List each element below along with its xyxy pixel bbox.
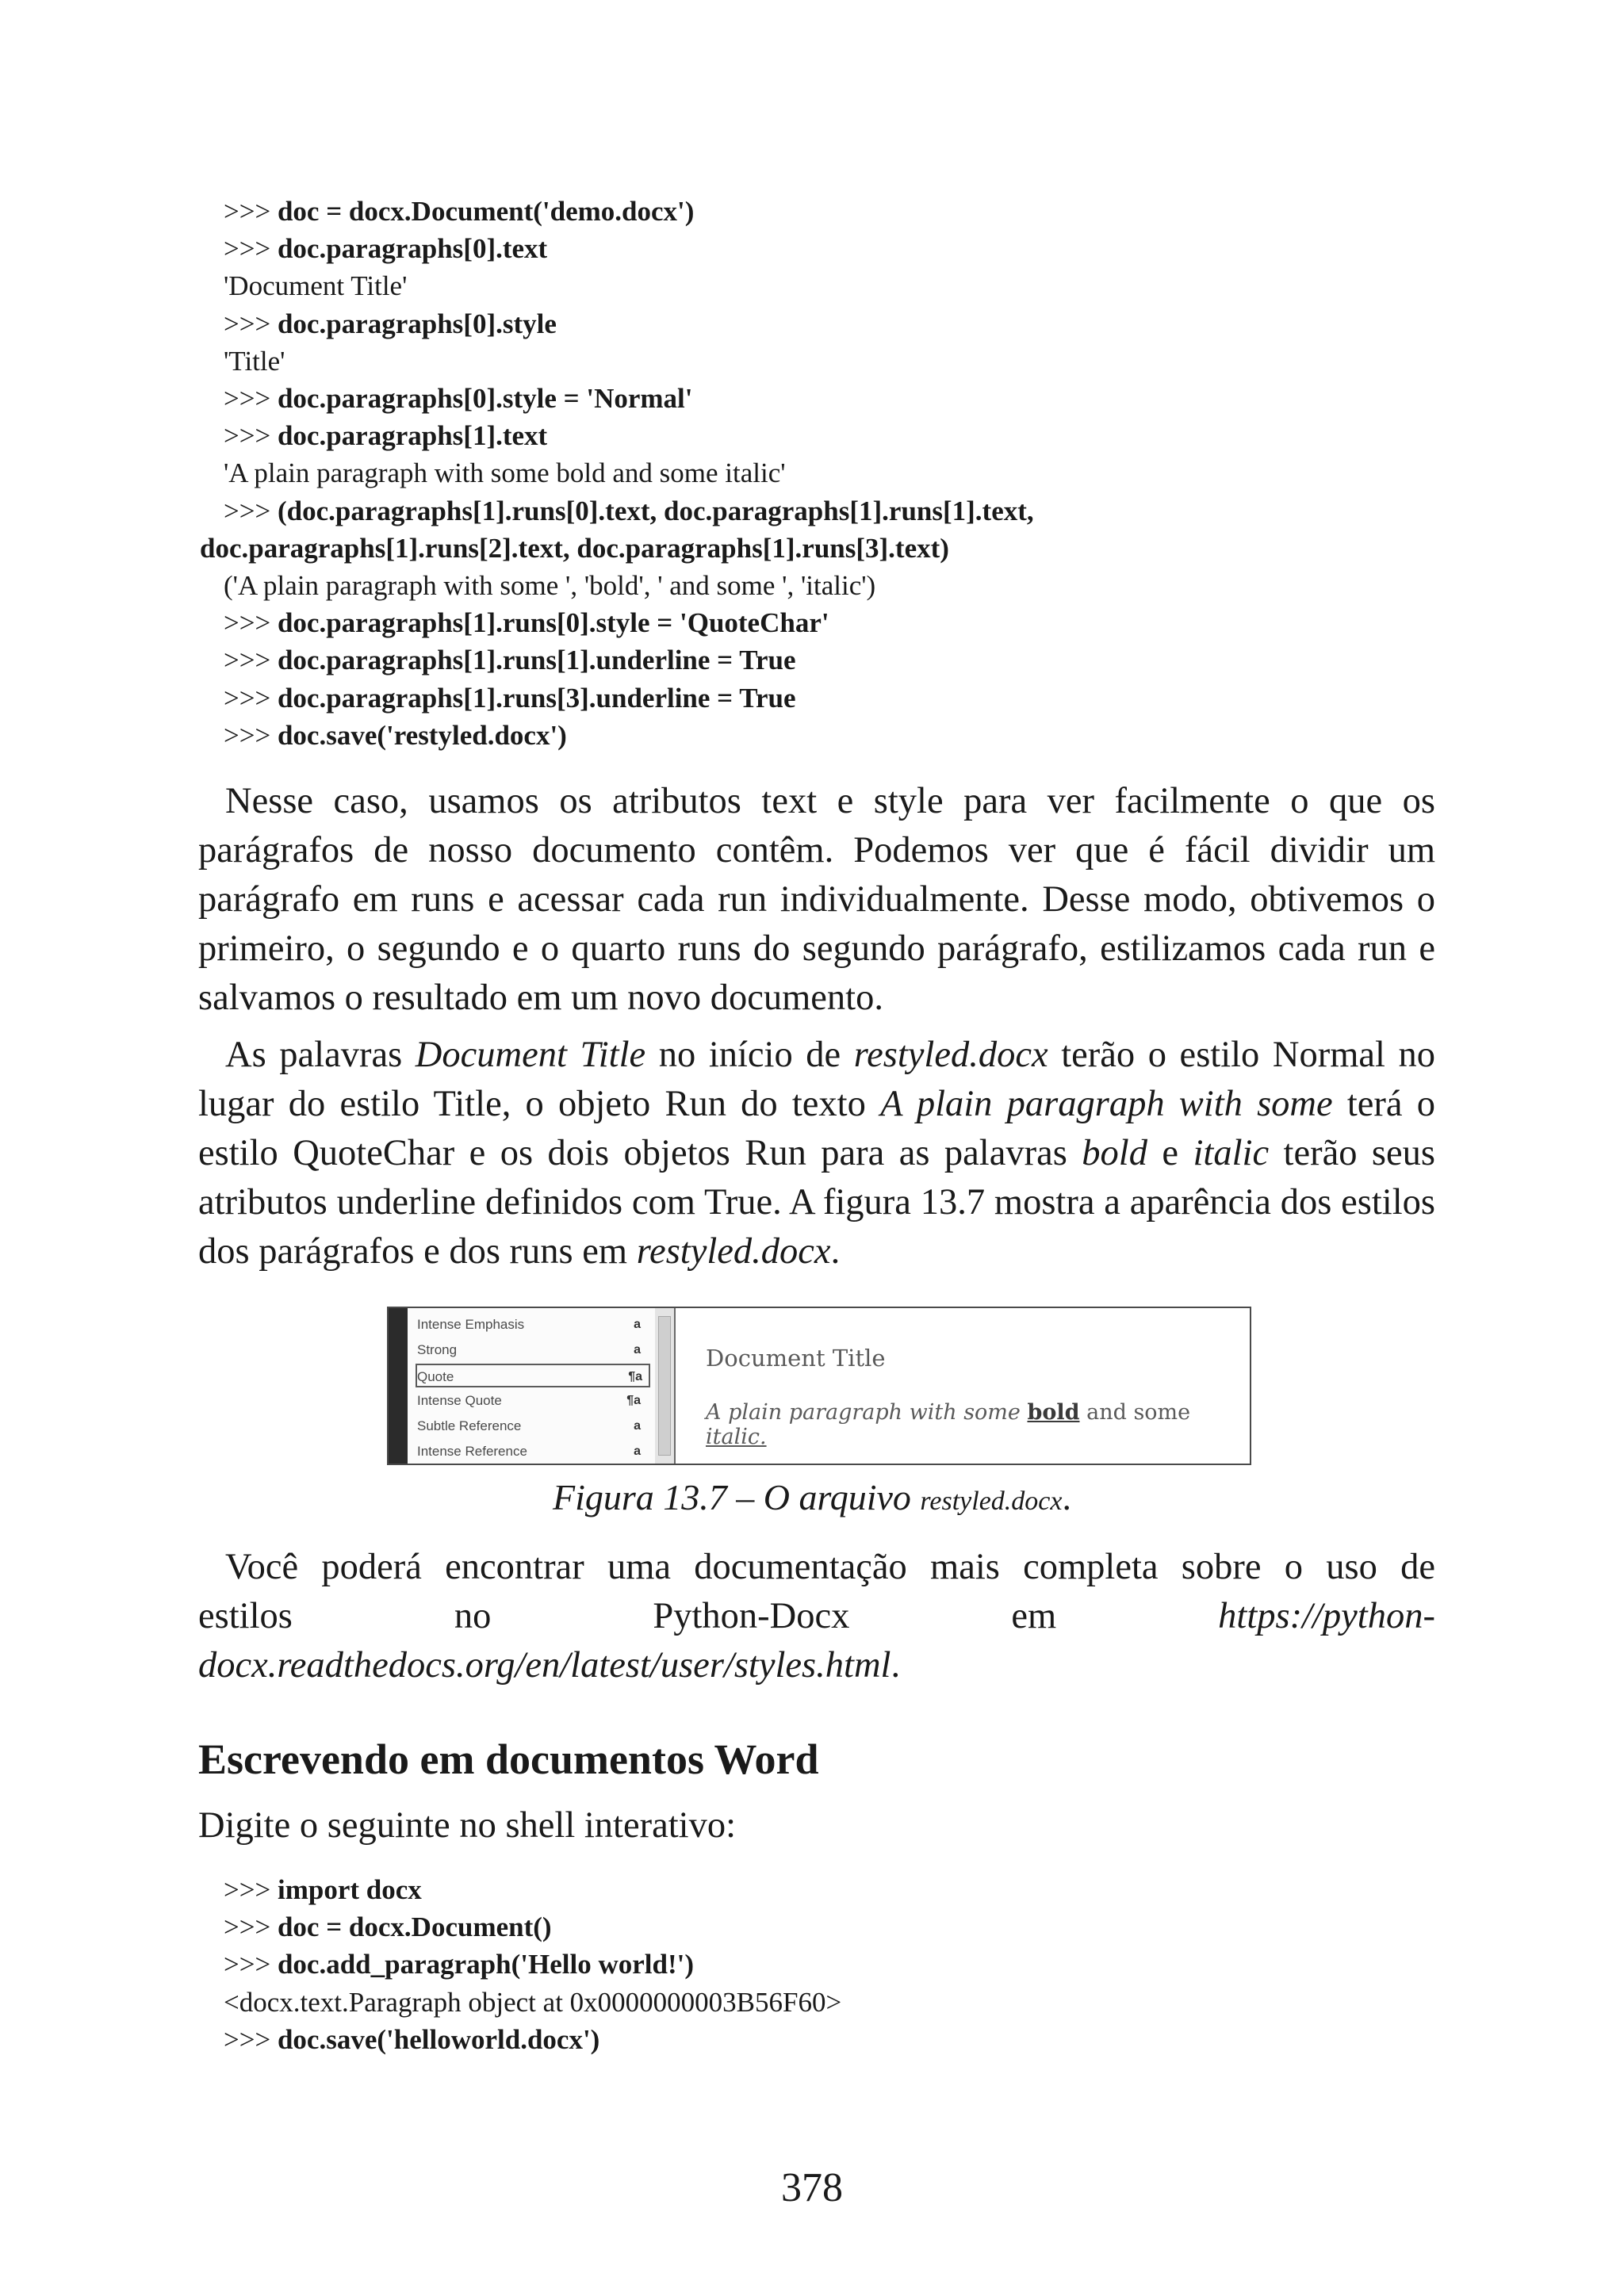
code-input: doc.paragraphs[1].runs[3].underline = True — [277, 682, 796, 714]
code-line — [224, 679, 1461, 717]
prompt: >>> — [224, 607, 278, 639]
prompt: >>> — [224, 1874, 278, 1905]
fig-italic-run: italic. — [706, 1425, 767, 1449]
prompt: >>> — [224, 2023, 278, 2055]
style-list-item[interactable] — [417, 1440, 647, 1464]
caption-end: . — [1062, 1477, 1071, 1517]
p3-line-1 — [198, 1543, 1435, 1592]
code-input: (doc.paragraphs[1].runs[0].text, doc.paragraphs[1].runs[1].text, — [277, 495, 1034, 526]
section-heading: Escrevendo em documentos Word — [198, 1735, 819, 1783]
style-type-icon: a — [634, 1343, 641, 1357]
prompt: >>> — [224, 719, 278, 751]
code-input: doc.paragraphs[0].style = 'Normal' — [277, 383, 693, 415]
code-line — [224, 267, 1461, 304]
caption-filename: restyled.docx — [920, 1487, 1063, 1516]
code-output: ('A plain paragraph with some ', 'bold', ' and some ', 'italic') — [224, 570, 876, 602]
code-line — [224, 380, 1461, 417]
prompt: >>> — [224, 495, 278, 526]
code-line — [224, 193, 1461, 230]
code-line — [224, 454, 1461, 492]
code-output: 'Title' — [224, 345, 285, 377]
p2-text-3: terão o estilo Normal no lugar do estilo Title, o objeto Run do texto — [198, 1035, 1436, 1124]
p2-italic-5: italic — [1193, 1133, 1270, 1173]
p2-text-1: As palavras — [225, 1035, 416, 1075]
styles-pane — [389, 1308, 676, 1464]
prompt: >>> — [224, 420, 278, 452]
code-line — [224, 1984, 1461, 2021]
p2-italic-6: restyled.docx — [636, 1231, 831, 1272]
page-number: 378 — [781, 2165, 843, 2210]
prompt: >>> — [224, 645, 278, 676]
style-type-icon: a — [634, 1445, 641, 1458]
code-input: doc.paragraphs[1].text — [277, 420, 548, 452]
p3-link-part-1[interactable]: https://python- — [1218, 1596, 1435, 1636]
code-output: <docx.text.Paragraph object at 0x0000000003B56F60> — [224, 1986, 842, 2018]
style-list-item[interactable] — [417, 1338, 647, 1362]
style-name: Intense Quote — [417, 1393, 502, 1408]
figure-document-paragraph — [706, 1400, 1250, 1449]
prompt: >>> — [224, 308, 278, 339]
style-list-item[interactable] — [417, 1389, 647, 1413]
code-input: doc.paragraphs[1].runs[0].style = 'QuoteChar' — [277, 607, 829, 639]
figure-restyled-docx — [387, 1307, 1251, 1465]
p3-line-2 — [198, 1592, 1435, 1641]
style-list-item[interactable] — [416, 1364, 650, 1387]
code-output: 'A plain paragraph with some bold and some italic' — [224, 457, 786, 489]
style-list-item[interactable] — [417, 1414, 647, 1438]
code-input: doc = docx.Document('demo.docx') — [277, 196, 695, 227]
fig-quote-run: A plain paragraph with some — [706, 1400, 1028, 1425]
caption-text: Figura 13.7 – O arquivo — [553, 1477, 921, 1517]
code-block-2 — [224, 1871, 1461, 2058]
code-line — [224, 604, 1461, 641]
code-input: doc.save('restyled.docx') — [277, 719, 567, 751]
style-name: Quote — [417, 1369, 454, 1384]
style-name: Subtle Reference — [417, 1418, 522, 1433]
paragraph-2 — [198, 1031, 1435, 1276]
p2-text-4: terá o estilo QuoteChar e os dois objetos Run para as palavras — [198, 1084, 1435, 1173]
paragraph-1 — [198, 777, 1435, 1023]
code-input: doc.paragraphs[1].runs[1].underline = True — [277, 645, 796, 676]
p2-italic-4: bold — [1082, 1133, 1147, 1173]
p3-link-part-2[interactable]: docx.readthedocs.org/en/latest/user/styles.html — [198, 1645, 891, 1686]
code-line — [224, 641, 1461, 679]
paragraph-1-text: Nesse caso, usamos os atributos text e style para ver facilmente o que os parágrafos de nosso documento contêm. Podemos ver que é fácil dividir um parágrafo em runs e acessar cada run individualmente. Desse modo, obtivemos o primeiro, o segundo e o quarto runs do segundo parágrafo, estilizamos cada run e salvamos o resultado em um novo documento. — [198, 781, 1435, 1018]
p2-italic-3: A plain paragraph with some — [880, 1084, 1333, 1124]
figure-document-title: Document Title — [706, 1345, 886, 1372]
styles-scrollbar — [655, 1308, 674, 1464]
code-input: doc.paragraphs[0].text — [277, 233, 548, 265]
style-name: Intense Reference — [417, 1444, 527, 1459]
prompt: >>> — [224, 233, 278, 265]
p3-word-3: Python-Docx — [653, 1596, 850, 1636]
code-line — [224, 230, 1461, 267]
intro-text: Digite o seguinte no shell interativo: — [198, 1805, 736, 1846]
fig-mid-run: and some — [1079, 1400, 1191, 1425]
code-line — [224, 717, 1461, 754]
p3-word-4: em — [1011, 1596, 1057, 1636]
code-input: doc.paragraphs[1].runs[2].text, doc.paragraphs[1].runs[3].text) — [200, 532, 949, 564]
code-input: doc.save('helloworld.docx') — [277, 2023, 600, 2055]
prompt: >>> — [224, 383, 278, 415]
fig-bold-run: bold — [1027, 1400, 1080, 1425]
style-type-icon: ¶a — [626, 1394, 641, 1407]
code-input: doc.paragraphs[0].style — [277, 308, 557, 339]
p3-line-1-text: Você poderá encontrar uma documentação mais completa sobre o uso de — [225, 1547, 1435, 1587]
code-line — [224, 2021, 1461, 2058]
paragraph-3 — [198, 1543, 1435, 1690]
figure-caption — [0, 1476, 1624, 1518]
code-block-1 — [200, 193, 1461, 754]
code-line — [224, 305, 1461, 342]
code-input: doc = docx.Document() — [277, 1911, 552, 1943]
p3-line-3 — [198, 1641, 1435, 1690]
code-line — [224, 342, 1461, 380]
p2-italic-1: Document Title — [415, 1035, 646, 1075]
code-input: import docx — [277, 1874, 422, 1905]
style-type-icon: a — [634, 1419, 641, 1433]
code-line — [224, 567, 1461, 604]
style-type-icon: a — [634, 1318, 641, 1331]
style-type-icon: ¶a — [628, 1370, 642, 1383]
style-name: Strong — [417, 1342, 458, 1357]
style-name: Intense Emphasis — [417, 1317, 525, 1332]
p3-word-2: no — [454, 1596, 492, 1636]
code-line — [224, 492, 1461, 530]
p2-text-2: no início de — [645, 1035, 854, 1075]
styles-pane-border — [389, 1308, 408, 1464]
scrollbar-thumb — [658, 1316, 671, 1456]
code-input: doc.add_paragraph('Hello world!') — [277, 1949, 694, 1980]
prompt: >>> — [224, 682, 278, 714]
code-line — [224, 1908, 1461, 1946]
p2-text-5: e — [1147, 1133, 1193, 1173]
code-line — [224, 417, 1461, 454]
prompt: >>> — [224, 1949, 278, 1980]
p2-italic-2: restyled.docx — [853, 1035, 1048, 1075]
style-list-item[interactable] — [417, 1313, 647, 1337]
code-line — [224, 1946, 1461, 1983]
p2-text-6: terão seus atributos underline definidos com True. A figura 13.7 mostra a aparência dos estilos dos parágrafos e dos runs em — [198, 1133, 1436, 1272]
p3-word-1: estilos — [198, 1596, 293, 1636]
p2-text-7: . — [830, 1231, 841, 1272]
code-output: 'Document Title' — [224, 270, 408, 302]
prompt: >>> — [224, 196, 278, 227]
prompt: >>> — [224, 1911, 278, 1943]
code-line — [200, 530, 1461, 567]
p3-line-3-end: . — [891, 1645, 901, 1686]
code-line — [224, 1871, 1461, 1908]
